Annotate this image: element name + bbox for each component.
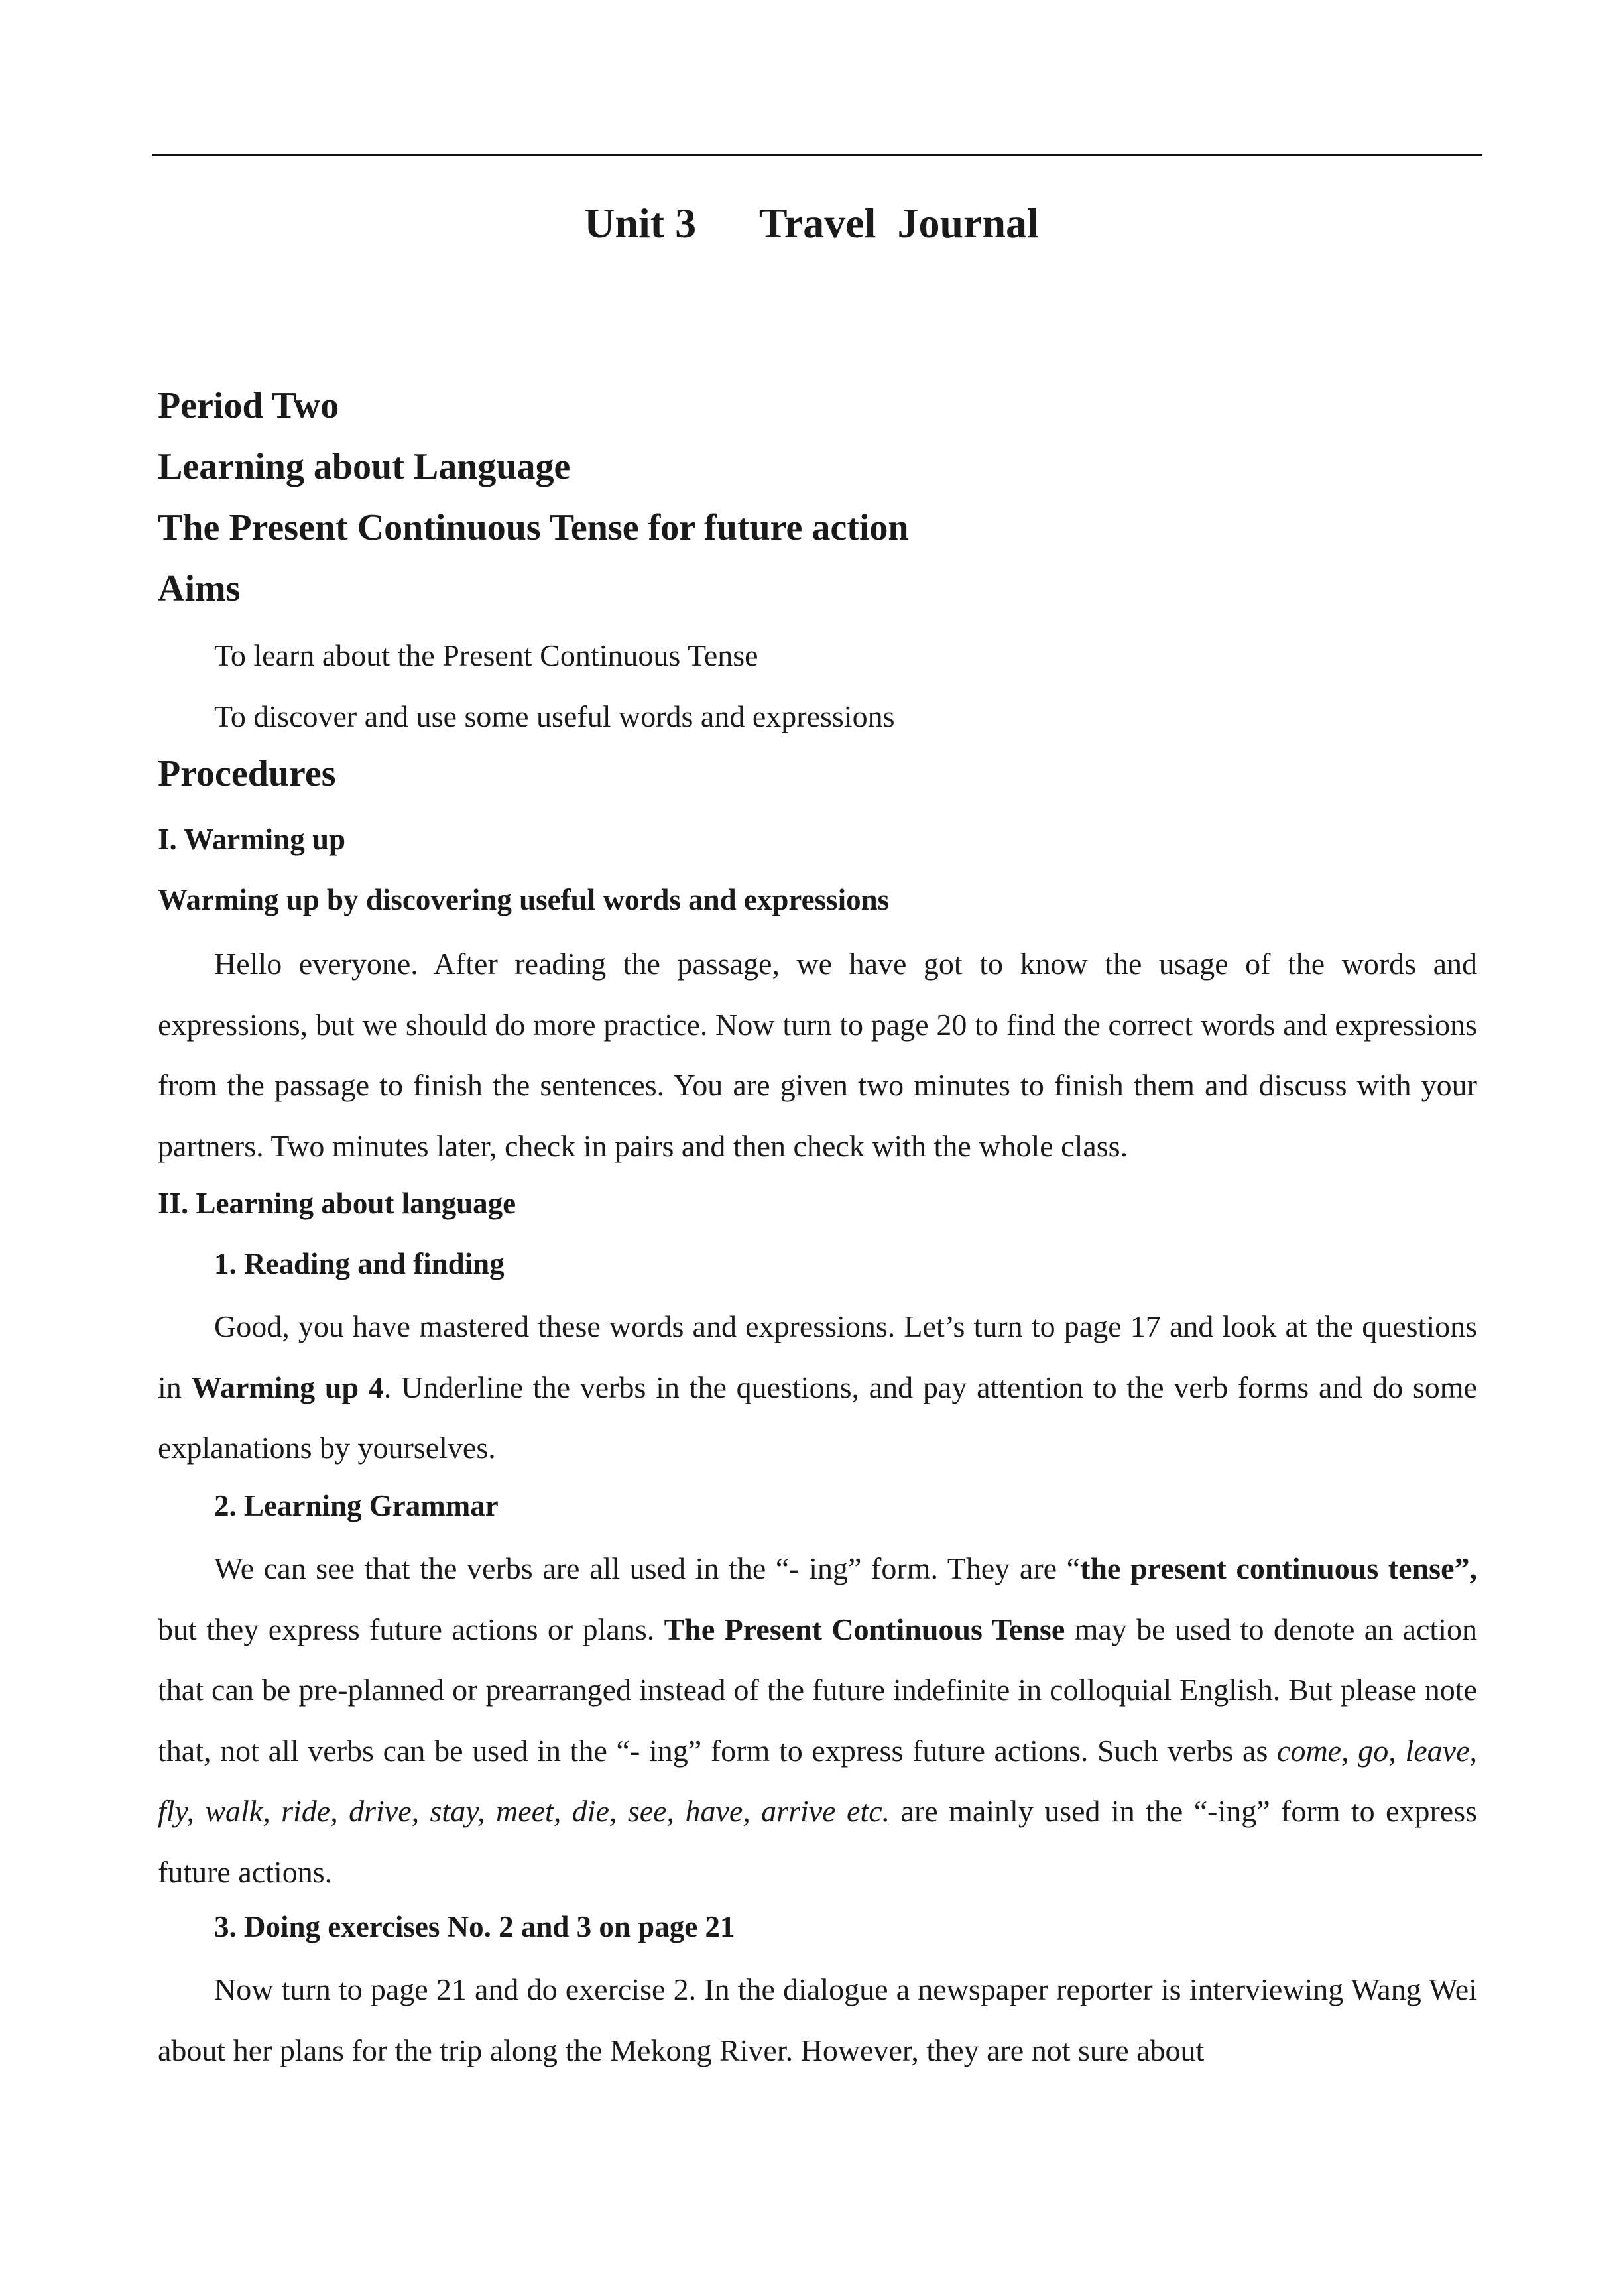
procedures-heading: Procedures (158, 753, 336, 794)
learning-heading: Learning about Language (158, 446, 571, 487)
aim-item: To learn about the Present Continuous Tense (214, 638, 758, 672)
warming-heading: I. Warming up (158, 823, 346, 856)
header-rule (152, 154, 1482, 156)
tense-heading: The Present Continuous Tense for future action (158, 507, 909, 548)
exercises-heading: 3. Doing exercises No. 2 and 3 on page 21 (214, 1910, 735, 1943)
grammar-heading: 2. Learning Grammar (214, 1489, 499, 1522)
reading-paragraph: Good, you have mastered these words and expressions. Let’s turn to page 17 and look at the questions in Warming up 4. Underline the verbs in the questions, and pay attention to the verb forms and do some explanations by yourselves. (158, 1309, 1477, 1465)
grammar-paragraph: We can see that the verbs are all used in the “- ing” form. They are “the present continuous tense”, but they express future actions or plans. The Present Continuous Tense may be used to denote an action that can be pre-planned or prearranged instead of the future indefinite in colloquial English. But please note that, not all verbs can be used in the “- ing” form to express future actions. Such verbs as come, go, leave, fly, walk, ride, drive, stay, meet, die, see, have, arrive etc. are mainly used in the “-ing” form to express future actions. (158, 1551, 1478, 1889)
warming-paragraph: Hello everyone. After reading the passage, we have got to know the usage of the words and expressions, but we should do more practice. Now turn to page 20 to find the correct words and expressions from the passage to finish the sentences. You are given two minutes to finish them and discuss with your partners. Two minutes later, check in pairs and then check with the whole class. (158, 947, 1477, 1163)
warming-subheading: Warming up by discovering useful words and expressions (158, 883, 890, 916)
document-title: Unit 3 Travel Journal (584, 200, 1039, 247)
learning-section-heading: II. Learning about language (158, 1187, 516, 1220)
verb-list-italic: come, go, leave, fly, walk, ride, drive, stay, meet, die, see, have, arrive etc. (158, 1733, 1477, 1828)
aim-item: To discover and use some useful words and expressions (214, 699, 895, 733)
warming-up-4-bold: Warming up 4 (191, 1370, 384, 1404)
period-heading: Period Two (158, 385, 339, 426)
exercises-paragraph: Now turn to page 21 and do exercise 2. In the dialogue a newspaper reporter is interviewing Wang Wei about her plans for the trip along the Mekong River. However, they are not sure about (158, 1972, 1477, 2067)
reading-heading: 1. Reading and finding (214, 1247, 505, 1280)
aims-heading: Aims (158, 568, 241, 609)
